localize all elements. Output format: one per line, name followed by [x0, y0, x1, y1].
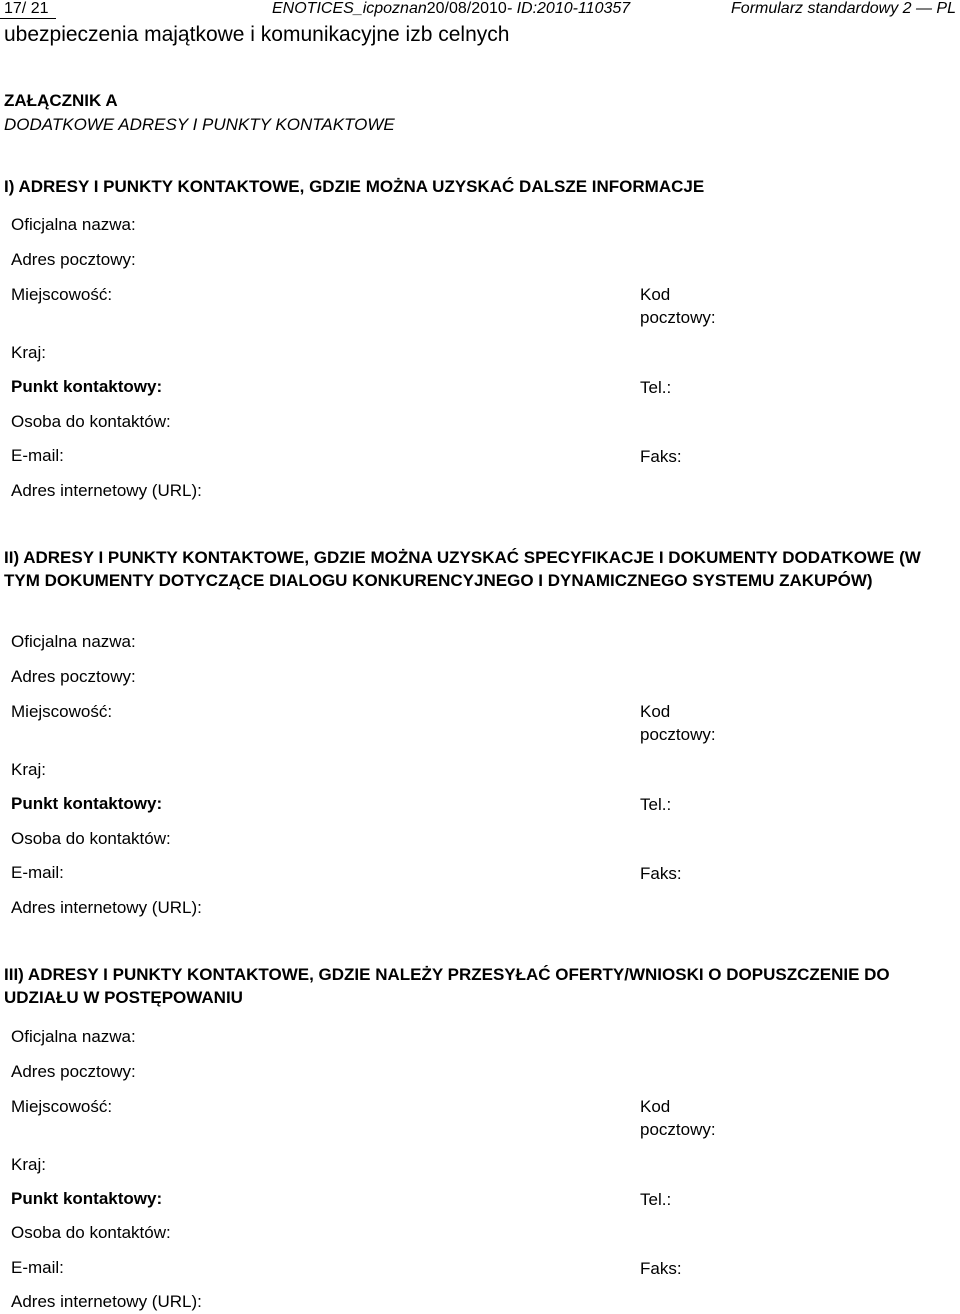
section-1-contact-person-label: Osoba do kontaktów:	[11, 412, 171, 431]
section-3-town-label: Miejscowość:	[11, 1097, 113, 1116]
section-1-contact-point-label: Punkt kontaktowy:	[11, 377, 163, 396]
section-2-country-label: Kraj:	[11, 760, 46, 779]
section-1-url-label: Adres internetowy (URL):	[11, 481, 202, 500]
section-2-contact-person-label: Osoba do kontaktów:	[11, 829, 171, 848]
section-1-country-label: Kraj:	[11, 343, 46, 362]
section-2-phone-label: Tel.:	[640, 795, 672, 814]
section-2-postal-address-label: Adres pocztowy:	[11, 667, 136, 686]
section-3-contact-point-label: Punkt kontaktowy:	[11, 1189, 163, 1208]
section-1-email-label: E-mail:	[11, 446, 64, 465]
section-3-url-label: Adres internetowy (URL):	[11, 1292, 202, 1311]
section-3-fax-label: Faks:	[640, 1259, 682, 1278]
section-2-official-name-label: Oficjalna nazwa:	[11, 632, 136, 651]
document-subtitle: ubezpieczenia majątkowe i komunikacyjne izb celnych	[4, 23, 510, 46]
page-header	[0, 0, 960, 22]
form-name: Formularz standardowy 2 — PL	[731, 0, 956, 17]
annex-subtitle: DODATKOWE ADRESY I PUNKTY KONTAKTOWE	[4, 115, 395, 134]
section-3-email-label: E-mail:	[11, 1258, 64, 1277]
section-2-email-label: E-mail:	[11, 863, 64, 882]
section-2-url-label: Adres internetowy (URL):	[11, 898, 202, 917]
section-1-heading: I) ADRESY I PUNKTY KONTAKTOWE, GDZIE MOŻNA UZYSKAĆ DALSZE INFORMACJE	[4, 177, 705, 196]
document-id-prefix: ENOTICES_icpoznan	[272, 0, 427, 17]
document-id-suffix: - ID:2010-110357	[506, 0, 631, 17]
page-number-rule	[0, 18, 56, 19]
document-date: 20/08/2010	[426, 0, 507, 17]
section-3-country-label: Kraj:	[11, 1155, 46, 1174]
section-3-postal-address-label: Adres pocztowy:	[11, 1062, 136, 1081]
annex-title: ZAŁĄCZNIK A	[4, 91, 118, 110]
section-2-contact-point-label: Punkt kontaktowy:	[11, 794, 163, 813]
section-1-official-name-label: Oficjalna nazwa:	[11, 215, 136, 234]
section-3-heading: III) ADRESY I PUNKTY KONTAKTOWE, GDZIE NALEŻY PRZESYŁAĆ OFERTY/WNIOSKI O DOPUSZCZENIE DO UDZIAŁU W POSTĘPOWANIU	[4, 965, 890, 1007]
section-2-heading: II) ADRESY I PUNKTY KONTAKTOWE, GDZIE MOŻNA UZYSKAĆ SPECYFIKACJE I DOKUMENTY DODATKOWE (W TYM DOKUMENTY DOTYCZĄCE DIALOGU KONKURENCYJNEGO I DYNAMICZNEGO SYSTEMU ZAKUPÓW)	[4, 548, 921, 590]
section-3-postal-code-label: Kod pocztowy:	[640, 1097, 716, 1139]
page-number: 17/ 21	[4, 0, 49, 17]
section-2-fax-label: Faks:	[640, 864, 682, 883]
section-1-postal-address-label: Adres pocztowy:	[11, 250, 136, 269]
section-3-phone-label: Tel.:	[640, 1190, 672, 1209]
document-id	[272, 0, 630, 18]
section-1-town-label: Miejscowość:	[11, 285, 113, 304]
section-1-phone-label: Tel.:	[640, 378, 672, 397]
section-2-town-label: Miejscowość:	[11, 702, 113, 721]
section-3-contact-person-label: Osoba do kontaktów:	[11, 1223, 171, 1242]
section-3-official-name-label: Oficjalna nazwa:	[11, 1027, 136, 1046]
section-2-postal-code-label: Kod pocztowy:	[640, 702, 716, 744]
section-1-fax-label: Faks:	[640, 447, 682, 466]
section-1-postal-code-label: Kod pocztowy:	[640, 285, 716, 327]
